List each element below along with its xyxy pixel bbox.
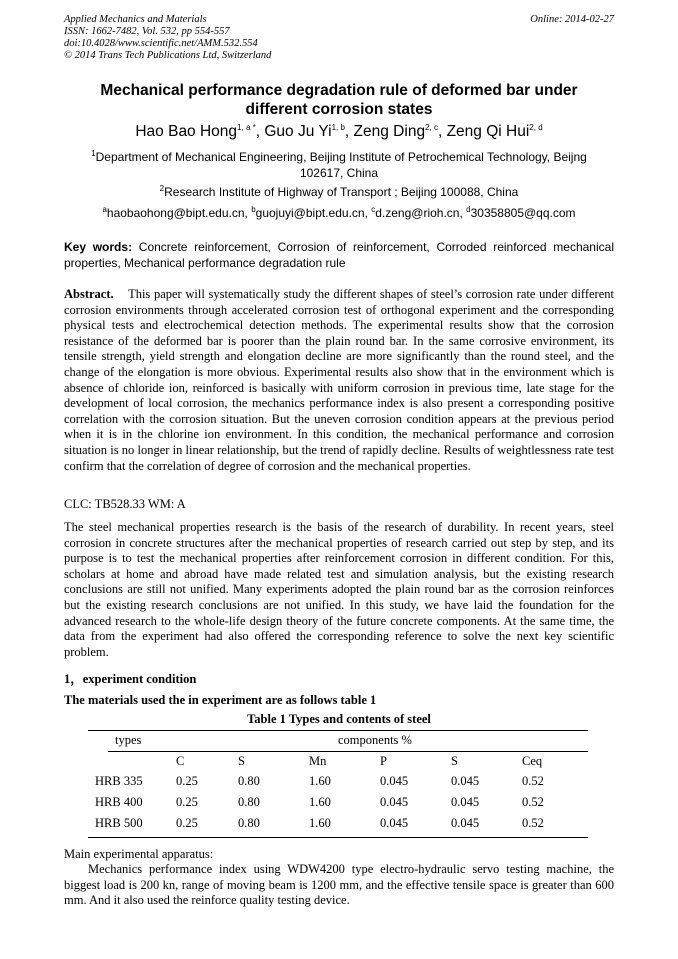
affiliation-1	[70, 149, 608, 181]
table-header-rule	[108, 751, 588, 752]
author-list: Hao Bao Hong$^{1, a *}$, Guo Ju Yi$^{1, b}$, Zeng Ding$^{2, c}$, Zeng Qi Hui$^{2, d}$	[135, 122, 543, 140]
section-heading: 1，experiment condition	[64, 672, 197, 686]
email-mark: c	[371, 205, 376, 214]
email-mark: b	[251, 205, 256, 214]
author-name: Guo Ju Yi	[264, 123, 332, 140]
affiliation-text: Research Institute of Highway of Transport ; Beijing 100088, China	[164, 185, 519, 199]
affiliation-text: Department of Mechanical Engineering, Beijing Institute of Petrochemical Technology, Beijng 102617, China	[95, 150, 587, 180]
table-cell: 0.25	[176, 795, 198, 809]
components-header: components %	[338, 733, 412, 747]
keywords-label: Key words:	[64, 240, 133, 254]
email-address[interactable]: guojuyi@bipt.edu.cn	[255, 206, 365, 220]
table-cell: 0.80	[238, 795, 260, 809]
table-bottom-rule	[88, 837, 588, 838]
materials-heading: The materials used the in experiment are as follows table 1	[64, 693, 377, 707]
abstract	[64, 287, 614, 474]
table-cell: 0.52	[522, 774, 544, 788]
column-header-s: S	[238, 754, 245, 768]
table-cell: 0.80	[238, 774, 260, 788]
table-cell: 1.60	[309, 795, 331, 809]
affiliation-mark: 1	[91, 149, 96, 158]
email-mark: d	[466, 205, 471, 214]
table-cell: 0.045	[380, 774, 409, 788]
email-list: $^a$haobaohong@bipt.edu.cn, $^b$guojuyi@bipt.edu.cn, $^c$d.zeng@rioh.cn, $^d$30358805@qq.com	[102, 205, 576, 220]
table-row-type: HRB 335	[95, 774, 143, 788]
apparatus-paragraph: Mechanics performance index using WDW4200 type electro-hydraulic servo testing machine, the biggest load is 200 kn, range of moving beam is 1200 mm, and the effective tensile space is greater than 600 mm. And it also used the reinforce quality testing device.	[64, 862, 614, 908]
title-line-1: Mechanical performance degradation rule of deformed bar under	[100, 82, 578, 99]
table-cell: 0.25	[176, 816, 198, 830]
table-cell: 0.045	[380, 816, 409, 830]
paper-title	[64, 81, 614, 119]
table-top-rule	[88, 730, 588, 731]
table-cell: 0.25	[176, 774, 198, 788]
abstract-label: Abstract.	[64, 287, 114, 301]
table-cell: 1.60	[309, 816, 331, 830]
affiliation-2	[70, 184, 608, 200]
author-affiliation-mark: 1, b	[331, 122, 345, 132]
table-caption: Table 1 Types and contents of steel	[247, 712, 431, 726]
table-cell: 0.52	[522, 816, 544, 830]
author-affiliation-mark: 1, a *	[237, 122, 256, 132]
page-header	[64, 14, 614, 62]
column-header-c: C	[176, 754, 185, 768]
email-address[interactable]: d.zeng@rioh.cn	[375, 206, 460, 220]
doi-link[interactable]: doi:10.4028/www.scientific.net/AMM.532.554	[64, 38, 258, 49]
author-affiliation-mark: 2, c	[425, 122, 438, 132]
table-cell: 0.045	[451, 774, 480, 788]
table-row-type: HRB 500	[95, 816, 143, 830]
column-header-ceq: Ceq	[522, 754, 543, 768]
steel-table	[88, 730, 588, 838]
column-header-mn: Mn	[309, 754, 327, 768]
types-header: types	[115, 733, 142, 747]
table-cell: 0.045	[451, 795, 480, 809]
author-name: Hao Bao Hong	[135, 123, 238, 140]
intro-paragraph: The steel mechanical properties research is the basis of the research of durability. In recent years, steel corrosion in concrete structures after the mechanical properties of research carried out step by step, and its purpose is to test the mechanical properties after reinforcement corrosion in different condition. For this, scholars at home and abroad have made related test and simulation analysis, but the existing research conclusions are still not unified. Many experiments adopted the plain round bar as the corrosion reinforces but the existing research conclusions are not unified. In this study, we have laid the foundation for the advanced research to the whole-life design theory of the future concrete components. At the same time, the data from the experiment had also offered the corresponding reference to solve the next key scientific problem.	[64, 520, 614, 659]
email-mark: a	[102, 205, 107, 214]
journal-name: Applied Mechanics and Materials	[64, 14, 207, 25]
email-address[interactable]: 30358805@qq.com	[470, 206, 576, 220]
abstract-text: This paper will systematically study the different shapes of steel’s corrosion rate under different corrosion environments through accelerated corrosion test of orthogonal experiment and the corresponding physical tests and electrochemical detection methods. The experimental results show that the corrosion resistance of the deformed bar is poorer than the plain round bar. In the same corrosive environment, its tensile strength, yield strength and elongation decline are more significantly than the round steel, and the change of the elongation is more obvious. Experimental results also show that in the environment which is absence of chloride ion, reinforced is basically with uniform corrosion in previous time, late stage for the development of local corrosion, the mechanics performance index is also present a corresponding positive correlation with the corrosion situation. But the uneven corrosion condition appears at the previous period when it is in the chlorine ion environment. In this condition, the mechanical performance and corrosion situation is no longer in linear relationship, but the trend of rapidly decline. Results of weightlessness rate test confirm that the correlation of degree of corrosion and the mechanical properties.	[64, 287, 614, 473]
apparatus-heading: Main experimental apparatus:	[64, 847, 214, 861]
table-cell: 1.60	[309, 774, 331, 788]
table-cell: 0.80	[238, 816, 260, 830]
email-address[interactable]: haobaohong@bipt.edu.cn	[106, 206, 245, 220]
column-header-p: P	[380, 754, 387, 768]
copyright-line: © 2014 Trans Tech Publications Ltd, Switzerland	[64, 50, 272, 61]
keywords-text: Concrete reinforcement, Corrosion of reinforcement, Corroded reinforced mechanical properties, Mechanical performance degradation rule	[64, 240, 614, 270]
table-cell: 0.045	[380, 795, 409, 809]
table-row-type: HRB 400	[95, 795, 143, 809]
column-header-s2: S	[451, 754, 458, 768]
online-date: Online: 2014-02-27	[530, 14, 614, 25]
keywords	[64, 240, 614, 271]
author-name: Zeng Ding	[353, 123, 426, 140]
table-cell: 0.52	[522, 795, 544, 809]
issn-line: ISSN: 1662-7482, Vol. 532, pp 554-557	[64, 26, 230, 37]
clc-line: CLC: TB528.33 WM: A	[64, 497, 186, 511]
title-line-2: different corrosion states	[245, 101, 433, 118]
affiliation-mark: 2	[159, 184, 165, 193]
author-affiliation-mark: 2, d	[529, 122, 543, 132]
table-cell: 0.045	[451, 816, 480, 830]
author-name: Zeng Qi Hui	[446, 123, 530, 140]
